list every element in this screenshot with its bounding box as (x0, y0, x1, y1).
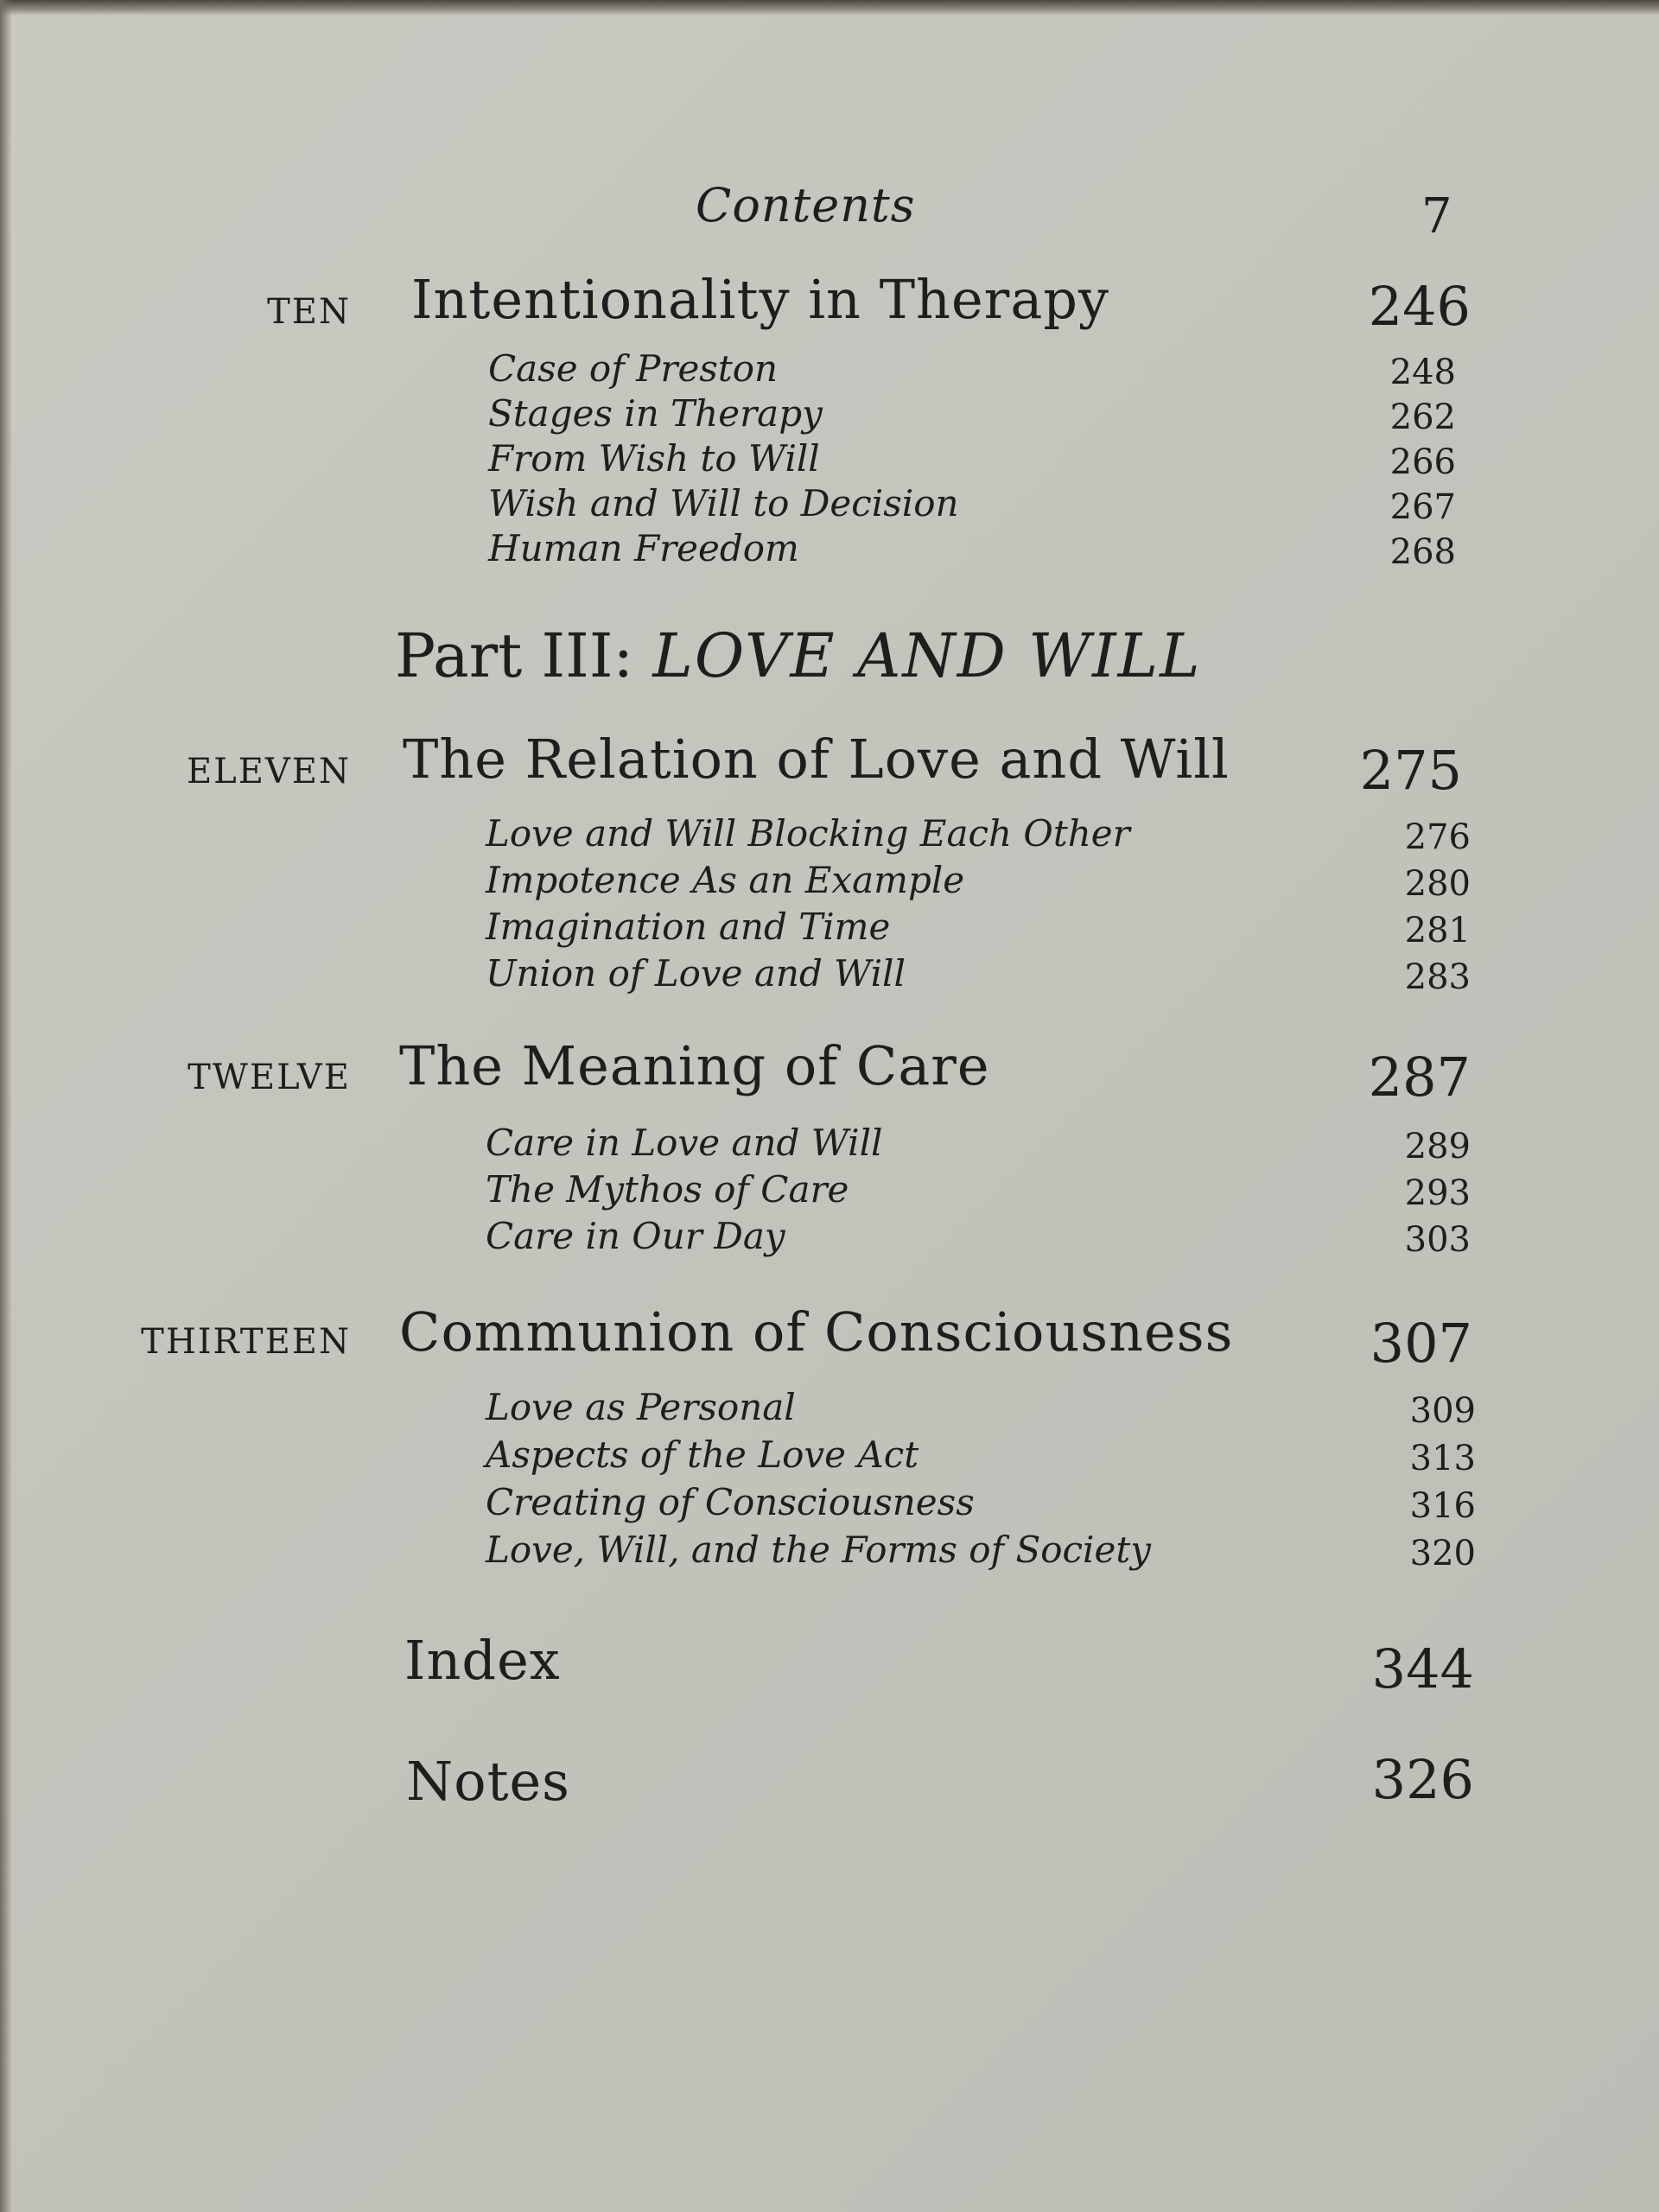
section-list-eleven (486, 812, 1471, 999)
running-header-page-number: 7 (1421, 188, 1452, 245)
section-row (486, 1122, 1471, 1168)
section-row (488, 392, 1456, 437)
section-row (486, 812, 1471, 859)
section-page: 283 (1404, 957, 1471, 997)
section-page: 303 (1404, 1220, 1471, 1260)
section-page: 320 (1409, 1534, 1476, 1573)
section-title: Stages in Therapy (488, 392, 823, 435)
part-name: LOVE AND WILL (652, 620, 1202, 691)
section-row (486, 859, 1471, 906)
section-page: 281 (1404, 911, 1471, 950)
section-title: Aspects of the Love Act (486, 1433, 919, 1476)
chapter-title-ten: Intentionality in Therapy (411, 268, 1109, 331)
section-row (488, 527, 1456, 572)
chapter-label-twelve: TWELVE (188, 1058, 351, 1097)
section-title: Love, Will, and the Forms of Society (486, 1529, 1151, 1571)
section-row (486, 1168, 1471, 1215)
section-row (486, 1529, 1476, 1576)
section-row (486, 952, 1471, 999)
section-title: Imagination and Time (486, 906, 891, 948)
section-title: Union of Love and Will (486, 952, 906, 995)
section-title: Care in Our Day (486, 1215, 785, 1257)
section-row (486, 1386, 1476, 1433)
section-title: Human Freedom (488, 527, 799, 569)
section-list-twelve (486, 1122, 1471, 1262)
section-row (486, 1481, 1476, 1529)
section-title: Creating of Consciousness (486, 1481, 975, 1523)
section-page: 248 (1389, 353, 1456, 392)
section-title: Care in Love and Will (486, 1122, 883, 1164)
section-page: 268 (1389, 532, 1456, 572)
section-page: 280 (1404, 864, 1471, 904)
section-row (488, 347, 1456, 392)
section-list-ten (488, 347, 1456, 572)
chapter-label-eleven: ELEVEN (186, 752, 351, 791)
section-page: 313 (1409, 1439, 1476, 1478)
back-matter-notes-title: Notes (406, 1750, 571, 1813)
section-row (488, 437, 1456, 482)
page-left-edge (0, 0, 12, 2212)
back-matter-notes-page: 326 (1371, 1748, 1474, 1811)
chapter-page-thirteen: 307 (1370, 1312, 1472, 1375)
part-heading (395, 620, 1202, 691)
section-page: 262 (1389, 397, 1456, 437)
back-matter-index-page: 344 (1371, 1637, 1474, 1700)
section-page: 316 (1409, 1486, 1476, 1526)
section-title: From Wish to Will (488, 437, 820, 480)
chapter-title-twelve: The Meaning of Care (399, 1034, 990, 1097)
section-title: Case of Preston (488, 347, 779, 390)
section-page: 289 (1404, 1127, 1471, 1166)
chapter-label-ten: TEN (267, 292, 351, 332)
section-row (486, 906, 1471, 952)
running-header-title: Contents (696, 178, 916, 232)
page-top-edge (0, 0, 1659, 16)
section-page: 266 (1389, 442, 1456, 482)
section-page: 293 (1404, 1173, 1471, 1213)
section-title: Impotence As an Example (486, 859, 965, 901)
chapter-label-thirteen: THIRTEEN (141, 1322, 351, 1362)
chapter-page-eleven: 275 (1359, 739, 1462, 802)
back-matter-index-title: Index (404, 1629, 561, 1692)
section-row (486, 1433, 1476, 1481)
section-page: 309 (1409, 1391, 1476, 1431)
chapter-title-eleven: The Relation of Love and Will (403, 728, 1230, 791)
section-page: 267 (1389, 487, 1456, 527)
section-title: The Mythos of Care (486, 1168, 849, 1211)
section-title: Love and Will Blocking Each Other (486, 812, 1130, 855)
chapter-page-twelve: 287 (1368, 1046, 1471, 1109)
part-prefix: Part III: (395, 620, 634, 691)
section-page: 276 (1404, 817, 1471, 857)
section-row (486, 1215, 1471, 1262)
section-title: Love as Personal (486, 1386, 796, 1428)
section-title: Wish and Will to Decision (488, 482, 959, 524)
section-row (488, 482, 1456, 527)
chapter-title-thirteen: Communion of Consciousness (399, 1300, 1234, 1363)
chapter-page-ten: 246 (1368, 275, 1471, 338)
section-list-thirteen (486, 1386, 1476, 1576)
